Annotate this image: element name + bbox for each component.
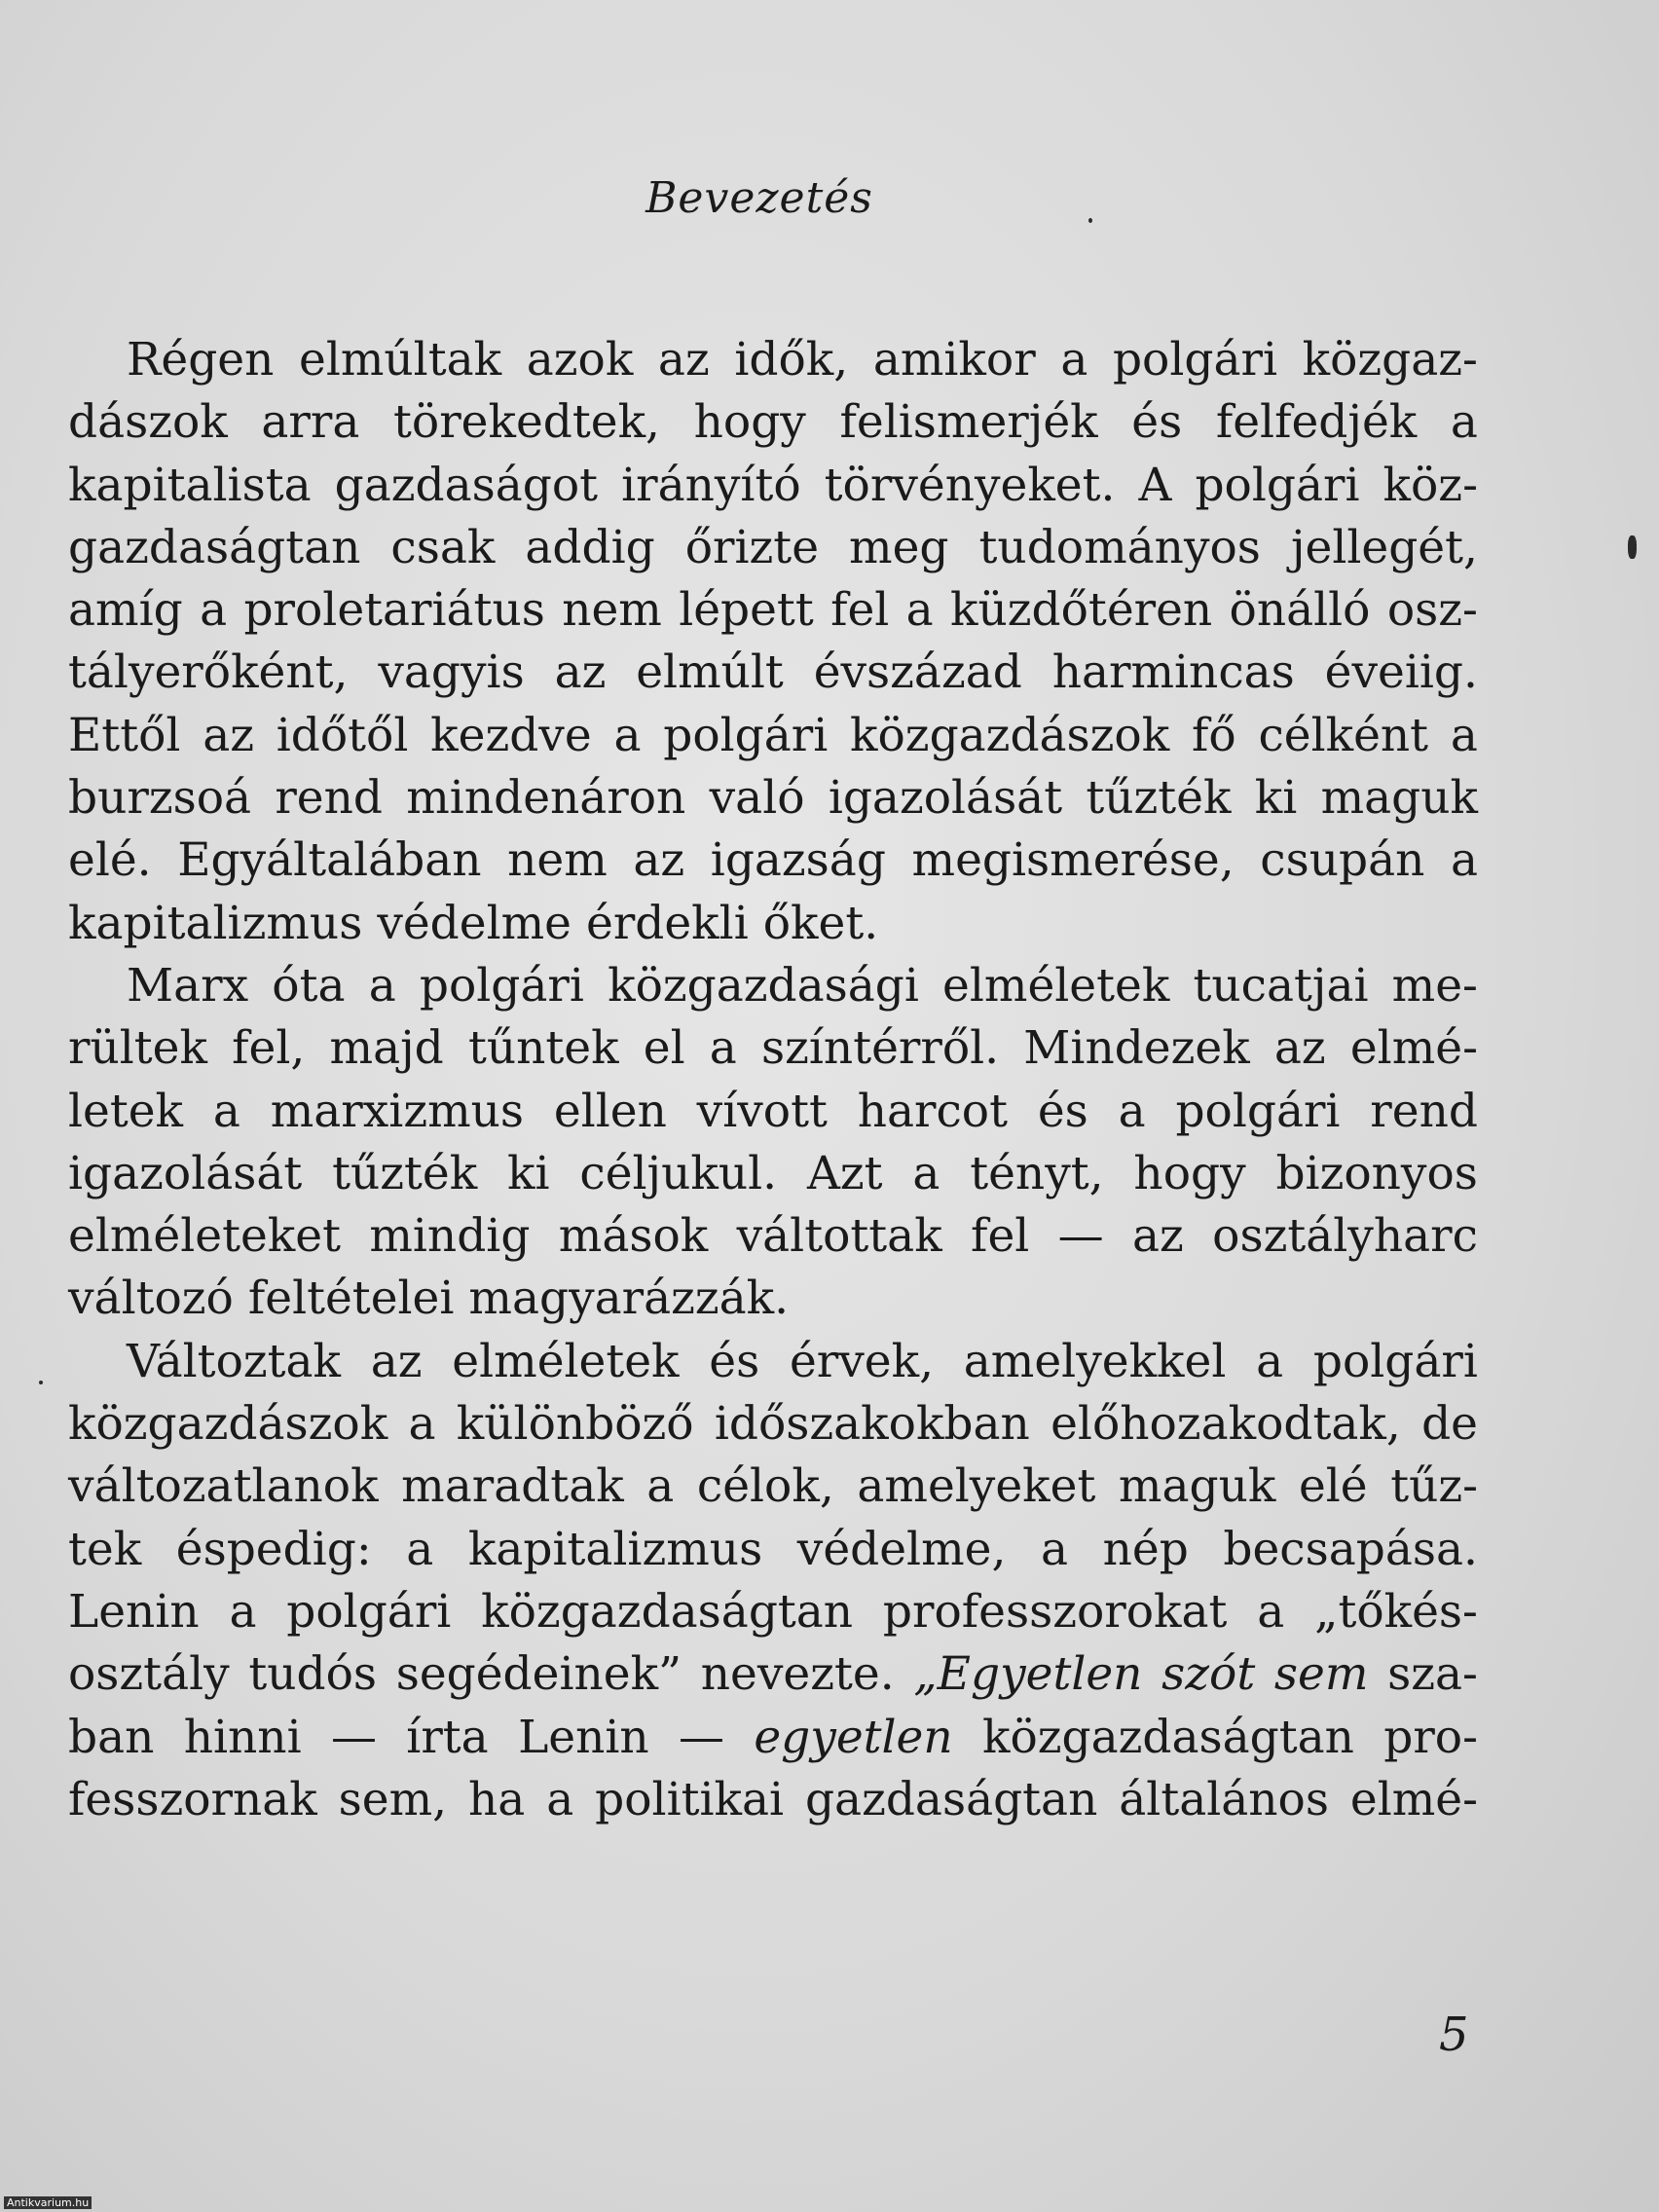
word: az xyxy=(1273,1021,1326,1076)
word: idők, xyxy=(734,333,849,387)
word: köz- xyxy=(1382,458,1478,512)
word: lépett xyxy=(679,583,814,638)
word: A xyxy=(1138,458,1172,512)
word: kapitalizmus xyxy=(68,896,363,950)
word: mindenáron xyxy=(406,771,686,826)
word: mások xyxy=(558,1209,709,1264)
watermark: Antikvarium.hu xyxy=(4,2196,92,2209)
text-line xyxy=(68,1143,1478,1205)
word: de xyxy=(1421,1397,1478,1452)
word: me- xyxy=(1391,958,1478,1013)
word: védelme, xyxy=(796,1522,1007,1576)
word: pro- xyxy=(1383,1710,1478,1764)
word: maguk xyxy=(1118,1459,1276,1514)
word: maguk xyxy=(1320,771,1478,826)
word: el xyxy=(643,1021,685,1076)
body-text xyxy=(68,329,1478,1831)
word: a xyxy=(1041,1522,1069,1576)
word: gazdaságtan xyxy=(68,520,361,574)
word: tályerőként, xyxy=(68,645,349,700)
word: váltottak xyxy=(736,1209,942,1264)
word: addig xyxy=(525,520,655,574)
word: különböző xyxy=(456,1397,694,1452)
word: fel xyxy=(971,1209,1030,1264)
word: Régen xyxy=(127,333,275,387)
word: elé xyxy=(1298,1459,1368,1514)
word: elmé- xyxy=(1349,1021,1478,1076)
word: segédeinek” xyxy=(395,1647,682,1702)
word: a xyxy=(1450,708,1478,762)
word: a xyxy=(406,1522,434,1576)
word: célként xyxy=(1258,708,1429,762)
word: a xyxy=(200,583,228,638)
text-line xyxy=(68,1393,1478,1456)
word: polgári xyxy=(1312,1334,1478,1388)
word: harcot xyxy=(857,1084,1008,1138)
word: hogy xyxy=(693,395,806,450)
word: céljukul. xyxy=(579,1146,778,1200)
text-line xyxy=(68,893,1478,955)
word: elmúlt xyxy=(636,645,784,700)
word: ki xyxy=(1254,771,1298,826)
word: gazdaságot xyxy=(334,458,599,512)
word: törekedtek, xyxy=(393,395,660,450)
word: időtől xyxy=(276,708,409,762)
word: a xyxy=(212,1084,240,1138)
word: tek xyxy=(68,1522,142,1576)
word: az xyxy=(203,708,254,762)
word: közgazdasági xyxy=(608,958,919,1013)
word: Változtak xyxy=(127,1334,342,1388)
word: proletariátus xyxy=(243,583,545,638)
word: marxizmus xyxy=(270,1084,525,1138)
word: feltételei xyxy=(247,1272,455,1326)
text-line xyxy=(68,1769,1478,1831)
word: Marx xyxy=(127,958,249,1013)
word: tudományos xyxy=(978,520,1261,574)
word: időszakokban xyxy=(714,1397,1030,1452)
word: Ettől xyxy=(68,708,181,762)
word: vívott xyxy=(696,1084,828,1138)
word: a xyxy=(546,1772,574,1826)
word: — xyxy=(679,1710,725,1764)
word: közgazdászok xyxy=(68,1397,388,1452)
word: rültek xyxy=(68,1021,207,1076)
text-line xyxy=(68,1707,1478,1769)
word: elméletek xyxy=(452,1334,680,1388)
word: tucatjai xyxy=(1193,958,1369,1013)
word: jellegét, xyxy=(1290,520,1478,574)
word: vagyis xyxy=(378,645,525,700)
word: közgazdaságtan xyxy=(481,1584,854,1639)
word: a xyxy=(408,1397,436,1452)
word: közgaz- xyxy=(1302,333,1478,387)
word: fel xyxy=(830,583,890,638)
text-line xyxy=(68,329,1478,391)
word: a xyxy=(368,958,396,1013)
word: célok, xyxy=(696,1459,834,1514)
word: felismerjék xyxy=(839,395,1098,450)
word: ellen xyxy=(553,1084,667,1138)
word: polgári xyxy=(1195,458,1360,512)
word: majd xyxy=(329,1021,444,1076)
word: politikai xyxy=(595,1772,785,1826)
word: őket. xyxy=(762,896,879,950)
word: sza- xyxy=(1387,1647,1478,1702)
word: elméleteket xyxy=(68,1209,341,1264)
word: a xyxy=(912,1146,940,1200)
word: sem xyxy=(1273,1647,1369,1702)
word: és xyxy=(1037,1084,1088,1138)
word: „tőkés- xyxy=(1314,1584,1478,1639)
word: Lenin xyxy=(518,1710,649,1764)
word: rend xyxy=(275,771,383,826)
word: Egyáltalában xyxy=(177,833,482,888)
word: mindig xyxy=(369,1209,531,1264)
word: az xyxy=(370,1334,423,1388)
word: — xyxy=(330,1710,377,1764)
text-line xyxy=(68,955,1478,1017)
text-line xyxy=(68,767,1478,830)
word: színtérről. xyxy=(761,1021,1000,1076)
word: Mindezek xyxy=(1023,1021,1250,1076)
chapter-title: Bevezetés xyxy=(645,173,873,223)
word: burzsoá xyxy=(68,771,252,826)
word: a xyxy=(1118,1084,1146,1138)
word: amikor xyxy=(872,333,1036,387)
paper-speck xyxy=(1088,218,1092,223)
word: osz- xyxy=(1386,583,1478,638)
word: tudós xyxy=(248,1647,378,1702)
word: gazdaságtan xyxy=(804,1772,1098,1826)
word: szót xyxy=(1161,1647,1256,1702)
word: ha xyxy=(468,1772,526,1826)
word: törvényeket. xyxy=(824,458,1116,512)
word: nem xyxy=(562,583,662,638)
word: éveiig. xyxy=(1324,645,1478,700)
text-line xyxy=(68,517,1478,579)
word: fel, xyxy=(232,1021,306,1076)
text-line xyxy=(68,642,1478,704)
word: a xyxy=(1450,833,1478,888)
text-line xyxy=(68,1205,1478,1268)
word: magyarázzák. xyxy=(468,1272,790,1326)
word: maradtak xyxy=(401,1459,624,1514)
word: nevezte. xyxy=(700,1647,895,1702)
text-line xyxy=(68,391,1478,454)
word: „Egyetlen xyxy=(913,1647,1143,1702)
word: az xyxy=(657,333,710,387)
word: a xyxy=(1450,395,1478,450)
page-number: 5 xyxy=(1439,2008,1469,2062)
word: és xyxy=(1131,395,1183,450)
word: az xyxy=(1132,1209,1184,1264)
word: — xyxy=(1057,1209,1104,1264)
text-line xyxy=(68,1268,1478,1330)
word: arra xyxy=(261,395,360,450)
word: általános xyxy=(1119,1772,1329,1826)
word: küzdőtéren xyxy=(950,583,1213,638)
word: önálló xyxy=(1229,583,1371,638)
word: tényt, xyxy=(970,1146,1104,1200)
word: amelyeket xyxy=(857,1459,1096,1514)
word: elméletek xyxy=(942,958,1170,1013)
text-line xyxy=(68,1581,1478,1643)
word: csupán xyxy=(1260,833,1425,888)
word: osztály xyxy=(68,1647,230,1702)
word: a xyxy=(905,583,934,638)
word: sem, xyxy=(338,1772,448,1826)
word: a xyxy=(646,1459,675,1514)
text-line xyxy=(68,830,1478,892)
word: védelme xyxy=(377,896,571,950)
word: becsapása. xyxy=(1223,1522,1478,1576)
word: nép xyxy=(1102,1522,1189,1576)
word: csak xyxy=(390,520,496,574)
word: ban xyxy=(68,1710,155,1764)
word: közgazdaságtan xyxy=(981,1710,1354,1764)
word: a xyxy=(709,1021,737,1076)
text-line xyxy=(68,1017,1478,1080)
word: meg xyxy=(849,520,949,574)
word: írta xyxy=(406,1710,489,1764)
word: kezdve xyxy=(430,708,592,762)
word: a xyxy=(1060,333,1088,387)
word: Azt xyxy=(806,1146,883,1200)
word: elé. xyxy=(68,833,152,888)
word: hinni xyxy=(183,1710,302,1764)
word: érdekli xyxy=(586,896,749,950)
word: a xyxy=(229,1584,257,1639)
text-line xyxy=(68,1331,1478,1393)
word: igazolását xyxy=(68,1146,303,1200)
word: fő xyxy=(1191,708,1236,762)
word: amíg xyxy=(68,583,183,638)
text-line xyxy=(68,1643,1478,1706)
word: a xyxy=(1256,1334,1284,1388)
word: változatlanok xyxy=(68,1459,379,1514)
word: közgazdászok xyxy=(850,708,1170,762)
text-line xyxy=(68,705,1478,767)
word: harmincas xyxy=(1051,645,1295,700)
word: nem xyxy=(507,833,608,888)
word: elmúltak xyxy=(299,333,502,387)
word: azok xyxy=(526,333,634,387)
word: letek xyxy=(68,1084,184,1138)
word: amelyekkel xyxy=(963,1334,1227,1388)
word: professzorokat xyxy=(882,1584,1228,1639)
word: tűzték xyxy=(1086,771,1232,826)
word: tűntek xyxy=(467,1021,619,1076)
word: hogy xyxy=(1133,1146,1246,1200)
word: kapitalista xyxy=(68,458,312,512)
word: az xyxy=(633,833,685,888)
word: évszázad xyxy=(813,645,1022,700)
word: polgári xyxy=(286,1584,452,1639)
word: igazolását xyxy=(828,771,1063,826)
word: kapitalizmus xyxy=(467,1522,763,1576)
word: és xyxy=(709,1334,760,1388)
word: igazság xyxy=(710,833,886,888)
word: polgári xyxy=(663,708,829,762)
word: Lenin xyxy=(68,1584,200,1639)
word: bizonyos xyxy=(1275,1146,1478,1200)
word: tűzték xyxy=(332,1146,478,1200)
word: tűz- xyxy=(1390,1459,1478,1514)
word: való xyxy=(709,771,805,826)
word: polgári xyxy=(1175,1084,1341,1138)
word: irányító xyxy=(621,458,801,512)
word: őrizte xyxy=(684,520,820,574)
text-line xyxy=(68,1456,1478,1518)
word: felfedjék xyxy=(1215,395,1418,450)
word: ki xyxy=(507,1146,550,1200)
word: érvek, xyxy=(789,1334,935,1388)
paper-speck xyxy=(39,1381,43,1384)
word: polgári xyxy=(419,958,584,1013)
paper-speck xyxy=(1628,535,1637,559)
word: óta xyxy=(272,958,346,1013)
word: előhozakodtak, xyxy=(1051,1397,1401,1452)
word: a xyxy=(613,708,642,762)
text-line xyxy=(68,1519,1478,1581)
word: az xyxy=(554,645,607,700)
word: dászok xyxy=(68,395,228,450)
text-line xyxy=(68,455,1478,517)
word: egyetlen xyxy=(754,1710,953,1764)
word: rend xyxy=(1370,1084,1478,1138)
word: változó xyxy=(68,1272,234,1326)
word: éspedig: xyxy=(175,1522,372,1576)
word: a xyxy=(1257,1584,1285,1639)
word: elmé- xyxy=(1349,1772,1478,1826)
word: megismerése, xyxy=(911,833,1235,888)
word: polgári xyxy=(1112,333,1277,387)
text-line xyxy=(68,1081,1478,1143)
word: fesszornak xyxy=(68,1772,317,1826)
text-line xyxy=(68,579,1478,642)
word: osztályharc xyxy=(1212,1209,1478,1264)
